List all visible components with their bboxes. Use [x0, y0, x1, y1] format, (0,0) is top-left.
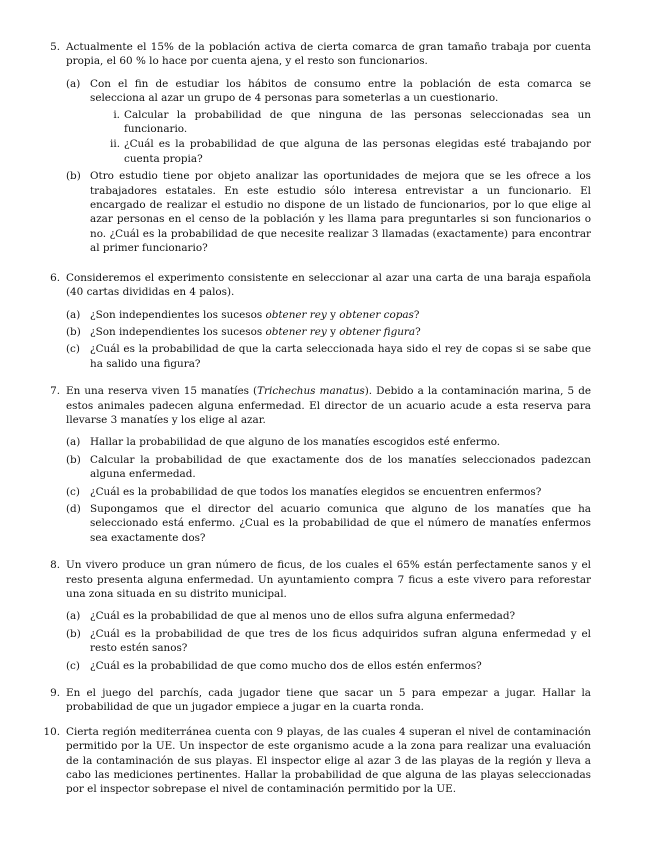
part-b: [66, 325, 591, 339]
part-text: Otro estudio tiene por objeto analizar las oportunidades de mejora que se les ofrece a los trabajadores estatales. En este estudio sólo interesa entrevistar a un funcionario. El encargado de realizar el estudio no dispone de un listado de funcionarios, por lo que elige al azar personas en el censo de la población y les llama para preguntarles si son funcionarios o no. ¿Cuál es la probabilidad de que necesite realizar 3 llamadas (exactamente) para encontrar al primer funcionario?: [90, 170, 591, 255]
part-text: ¿Son independientes los sucesos obtener rey y obtener figura?: [90, 325, 421, 338]
subparts: [98, 108, 591, 167]
part-c: [66, 342, 591, 371]
problem-statement: Consideremos el experimento consistente en seleccionar al azar una carta de una baraja española (40 cartas divididas en 4 palos).: [66, 271, 591, 299]
part-text: Supongamos que el director del acuario comunica que alguno de los manatíes que ha seleccionado está enfermo. ¿Cual es la probabilidad de que el número de manatíes enfermos sea exactamente dos?: [90, 502, 591, 544]
problem-5: [0, 40, 655, 256]
problem-parts: [66, 435, 591, 545]
part-c: [66, 659, 591, 673]
subpart-text: Calcular la probabilidad de que ninguna de las personas seleccionadas sea un funcionario.: [124, 108, 591, 136]
part-label: (b): [66, 170, 81, 183]
part-label: (d): [66, 502, 81, 515]
part-label: (c): [66, 343, 80, 356]
subpart-label: i.: [113, 108, 120, 121]
problem-9: [0, 686, 655, 715]
part-text: ¿Cuál es la probabilidad de que al menos uno de ellos sufra alguna enfermedad?: [90, 610, 516, 623]
problem-number: 5.: [50, 41, 60, 53]
problem-number: 9.: [50, 687, 60, 700]
part-text: Con el fin de estudiar los hábitos de consumo entre la población de esta comarca se selecciona al azar un grupo de 4 personas para someterlas a un cuestionario.: [90, 77, 591, 105]
problem-parts: [66, 308, 591, 372]
problem-8: [0, 558, 655, 673]
part-label: (a): [66, 308, 81, 321]
problem-statement: En una reserva viven 15 manatíes (Trichechus manatus). Debido a la contaminación marina, 5 de estos animales padecen alguna enfermedad. El director de un acuario acude a esta reserva para llevarse 3 manatíes y los elige al azar.: [66, 385, 591, 426]
problem-number: 7.: [50, 385, 60, 398]
subpart-text: ¿Cuál es la probabilidad de que alguna de las personas elegidas esté trabajando por cuenta propia?: [124, 138, 591, 165]
part-a: [66, 308, 591, 322]
part-text: Calcular la probabilidad de que exactamente dos de los manatíes seleccionados padezcan alguna enfermedad.: [90, 453, 591, 481]
problem-7: [0, 384, 655, 545]
part-d: [66, 502, 591, 545]
part-label: (a): [66, 610, 81, 623]
exercise-page: [0, 40, 655, 797]
part-text: ¿Cuál es la probabilidad de que como mucho dos de ellos estén enfermos?: [90, 659, 482, 672]
part-label: (b): [66, 627, 81, 640]
part-label: (c): [66, 659, 80, 672]
problem-number: 10.: [43, 725, 60, 738]
part-label: (a): [66, 436, 81, 449]
part-a: [66, 435, 591, 449]
problem-6: [0, 271, 655, 371]
part-c: [66, 485, 591, 499]
part-a: [66, 609, 591, 623]
problem-number: 8.: [50, 559, 60, 572]
problem-parts: [66, 609, 591, 673]
part-a: [66, 77, 591, 166]
problem-statement: Cierta región mediterránea cuenta con 9 playas, de las cuales 4 superan el nivel de contaminación permitido por la UE. Un inspector de este organismo acude a la zona para realizar una evaluación de la contaminación de sus playas. El inspector elige al azar 3 de las playas de la región y lleva a cabo las mediciones pertinentes. Hallar la probabilidad de que alguna de las playas seleccionadas por el inspector sobrepase el nivel de contaminación permitido por la UE.: [66, 725, 591, 796]
problem-10: [0, 725, 655, 797]
problem-parts: [66, 77, 591, 256]
part-b: [66, 627, 591, 656]
problem-statement: Un vivero produce un gran número de ficus, de los cuales el 65% están perfectamente sanos y el resto presenta alguna enfermedad. Un ayuntamiento compra 7 ficus a este vivero para reforestar una zona situada en su distrito municipal.: [66, 559, 591, 600]
part-label: (a): [66, 77, 81, 90]
subpart-i: [98, 108, 591, 137]
part-text: ¿Cuál es la probabilidad de que todos los manatíes elegidos se encuentren enfermos?: [90, 485, 542, 498]
problem-statement: Actualmente el 15% de la población activa de cierta comarca de gran tamaño trabaja por cuenta propia, el 60 % lo hace por cuenta ajena, y el resto son funcionarios.: [66, 41, 591, 68]
part-text: ¿Cuál es la probabilidad de que tres de los ficus adquiridos sufran alguna enfermedad y el resto estén sanos?: [90, 627, 591, 655]
subpart-ii: [98, 137, 591, 166]
part-text: ¿Cuál es la probabilidad de que la carta seleccionada haya sido el rey de copas si se sabe que ha salido una figura?: [90, 343, 591, 370]
part-label: (c): [66, 485, 80, 498]
subpart-label: ii.: [110, 138, 120, 151]
part-label: (b): [66, 453, 81, 466]
problem-statement: En el juego del parchís, cada jugador tiene que sacar un 5 para empezar a jugar. Hallar la probabilidad de que un jugador empiece a jugar en la cuarta ronda.: [66, 687, 591, 714]
part-label: (b): [66, 325, 81, 338]
part-text: ¿Son independientes los sucesos obtener rey y obtener copas?: [90, 308, 420, 321]
part-b: [66, 453, 591, 482]
part-text: Hallar la probabilidad de que alguno de los manatíes escogidos esté enfermo.: [90, 436, 501, 449]
part-b: [66, 169, 591, 255]
problem-number: 6.: [50, 271, 60, 284]
